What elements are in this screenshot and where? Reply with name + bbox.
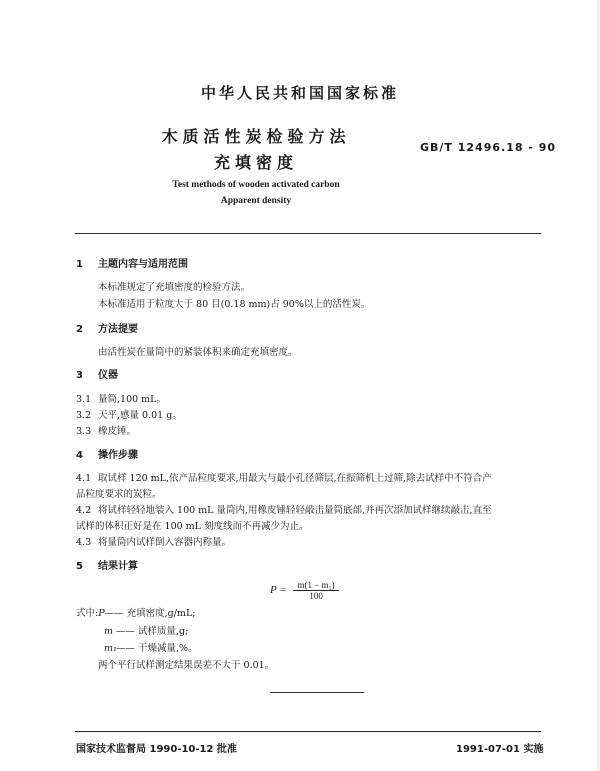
section-2-heading (76, 320, 138, 335)
header-divider (75, 233, 541, 234)
section-5-title: 结果计算 (98, 561, 138, 572)
section-1-heading (76, 255, 188, 270)
density-formula (270, 580, 339, 601)
step-4-2-continued: 试样的体积正好是在 100 mL 刻度线而不再减少为止。 (76, 521, 309, 532)
formula-lhs: P = (270, 584, 287, 597)
step-4-1-continued: 品粒度要求的炭粒。 (76, 489, 162, 500)
step-4-1 (76, 470, 492, 484)
formula-denominator: 100 (309, 591, 323, 601)
item-number: 3.2 (76, 410, 92, 421)
section-1-paragraph-1: 本标准规定了充填密度的检验方法。 (98, 282, 251, 293)
item-text: 天平,感量 0.01 g。 (98, 410, 182, 421)
item-text: 将量筒内试样倒入容器内称量。 (98, 537, 232, 548)
item-text: 取试样 120 mL,依产品粒度要求,用最大与最小孔径筛层,在振筛机上过筛,除去试样中不符合产 (98, 473, 492, 484)
step-4-2 (76, 502, 492, 516)
formula-fraction (293, 580, 338, 601)
where-lead: 式中: (76, 608, 99, 619)
standard-number: GB/T 12496.18 - 90 (420, 141, 557, 154)
list-item (76, 407, 182, 421)
list-item (76, 391, 166, 405)
section-5-heading (76, 557, 138, 572)
step-4-3 (76, 534, 231, 548)
item-number: 4.1 (76, 473, 92, 484)
item-text: 橡皮锤。 (98, 426, 137, 437)
section-5-note: 两个平行试样测定结果误差不大于 0.01。 (98, 660, 275, 671)
variable-description: —— 充填密度,g/mL; (104, 608, 196, 619)
section-2-number: 2 (76, 324, 83, 335)
item-text: 将试样轻轻地装入 100 mL 量筒内,用橡皮锤轻轻敲击量筒底部,并再次添加试样继续敲击,直至 (98, 505, 492, 516)
item-number: 3.1 (76, 394, 92, 405)
effective-date-line: 1991-07-01 实施 (456, 744, 544, 755)
variable-definition (76, 605, 195, 619)
section-3-heading (76, 366, 118, 381)
section-3-title: 仪器 (98, 370, 118, 381)
approval-line: 国家技术监督局 1990-10-12 批准 (76, 744, 237, 755)
title-line-1: 木质活性炭检验方法 (161, 127, 351, 146)
variable-description: —— 干燥减量,%。 (116, 643, 198, 654)
section-1-title: 主题内容与适用范围 (98, 259, 188, 270)
item-number: 4.3 (76, 537, 92, 548)
item-text: 量筒,100 mL。 (98, 394, 166, 405)
variable-definition (104, 640, 198, 654)
section-4-title: 操作步骤 (98, 450, 138, 461)
section-1-number: 1 (76, 259, 83, 270)
english-title-line-1: Test methods of wooden activated carbon (172, 180, 340, 190)
variable-symbol: m₁ (104, 643, 117, 654)
section-5-number: 5 (76, 561, 83, 572)
formula-numerator: m(1 − m₁) (293, 580, 338, 591)
section-2-paragraph-1: 由活性炭在量筒中的紧装体积来确定充填密度。 (98, 347, 298, 358)
variable-symbol: m (104, 626, 114, 637)
item-number: 4.2 (76, 505, 92, 516)
variable-definition (104, 623, 188, 637)
section-4-number: 4 (76, 450, 83, 461)
title-line-2: 充填密度 (213, 153, 298, 172)
section-3-number: 3 (76, 370, 83, 381)
list-item (76, 423, 136, 437)
section-4-heading (76, 446, 138, 461)
variable-description: —— 试样质量,g; (116, 626, 189, 637)
item-number: 3.3 (76, 426, 92, 437)
section-1-paragraph-2: 本标准适用于粒度大于 80 目(0.18 mm)占 90%以上的活性炭。 (98, 299, 371, 310)
english-title-line-2: Apparent density (220, 196, 292, 206)
section-2-title: 方法提要 (98, 324, 138, 335)
end-rule (270, 692, 364, 693)
variable-symbol: P (98, 608, 105, 619)
footer-divider (75, 731, 541, 732)
national-standard-heading: 中华人民共和国国家标准 (200, 84, 399, 102)
